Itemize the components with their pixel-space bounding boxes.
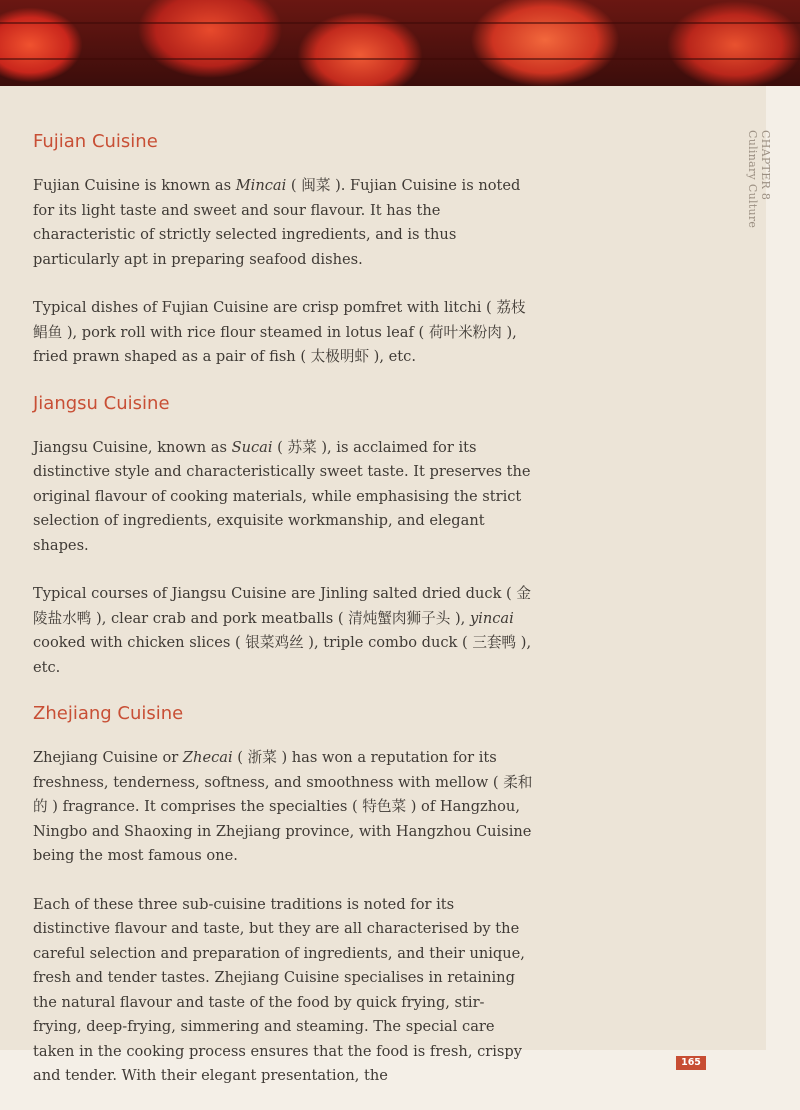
paragraph-jiangsu-intro: Jiangsu Cuisine, known as Sucai ( 苏菜 ), is acclaimed for its distinctive style and characteristically sweet taste. It preserves the original flavour of cooking materials, while emphasising the strict selection of ingredients, exquisite workmanship, and elegant shapes.	[33, 438, 531, 554]
lantern-rib	[0, 58, 800, 60]
section-heading-jiangsu: Jiangsu Cuisine	[33, 392, 170, 414]
chapter-title: Culinary Culture	[746, 130, 759, 229]
article-body	[33, 128, 533, 1089]
section-heading-zhejiang: Zhejiang Cuisine	[33, 703, 184, 724]
paragraph-jiangsu-dishes: Typical courses of Jiangsu Cuisine are Jinling salted dried duck ( 金陵盐水鸭 ), clear crab and pork meatballs ( 清炖蟹肉狮子头 ), yincai cooked with chicken slices ( 银菜鸡丝 ), triple combo duck ( 三套鸭 ), etc.	[33, 585, 532, 676]
lantern-rib	[0, 22, 800, 24]
section-heading-fujian: Fujian Cuisine	[33, 131, 158, 152]
page-number-badge: 165	[676, 1056, 706, 1070]
paragraph-zhejiang-methods: Each of these three sub-cuisine traditions is noted for its distinctive flavour and taste, but they are all characterised by the careful selection and preparation of ingredients, and their unique, fresh and tender tastes. Zhejiang Cuisine specialises in retaining the natural flavour and taste of the food by quick frying, stir-frying, deep-frying, simmering and steaming. The special care taken in the cooking process ensures that the food is fresh, crispy and tender. With their elegant presentation, the	[33, 895, 525, 1084]
chapter-label: CHAPTER 8	[759, 130, 772, 201]
chapter-sidebar	[746, 130, 772, 228]
paragraph-fujian-intro: Fujian Cuisine is known as Mincai ( 闽菜 ). Fujian Cuisine is noted for its light taste and sweet and sour flavour. It has the characteristic of strictly selected ingredients, and is thus particularly apt in preparing seafood dishes.	[33, 177, 521, 268]
paragraph-fujian-dishes: Typical dishes of Fujian Cuisine are crisp pomfret with litchi ( 荔枝鲳鱼 ), pork roll with rice flour steamed in lotus leaf ( 荷叶米粉肉 ), fried prawn shaped as a pair of fish ( 太极明虾 ), etc.	[33, 299, 526, 365]
margin-strip	[766, 86, 800, 1110]
paragraph-zhejiang-intro: Zhejiang Cuisine or Zhecai ( 浙菜 ) has won a reputation for its freshness, tenderness, softness, and smoothness with mellow ( 柔和的 ) fragrance. It comprises the specialties ( 特色菜 ) of Hangzhou, Ningbo and Shaoxing in Zhejiang province, with Hangzhou Cuisine being the most famous one.	[33, 749, 533, 864]
header-photo-lanterns	[0, 0, 800, 86]
